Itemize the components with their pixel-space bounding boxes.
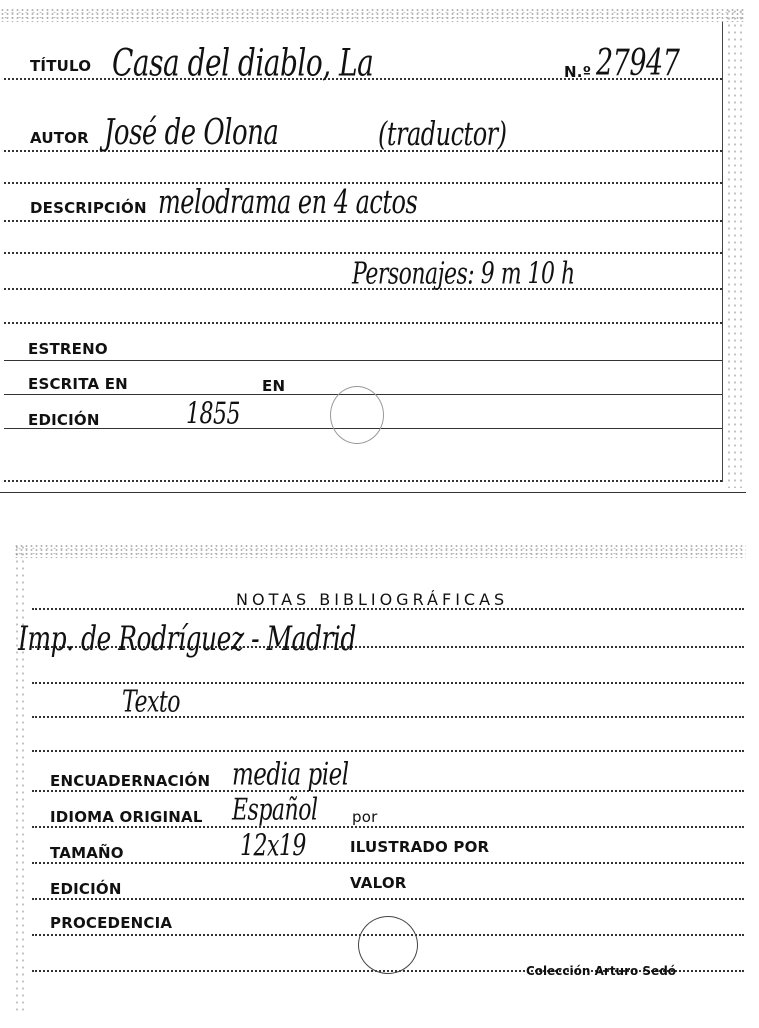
idioma-label: IDIOMA ORIGINAL <box>50 808 203 826</box>
rule-line <box>4 252 722 254</box>
numero-value: 27947 <box>596 42 680 85</box>
paper-texture-top <box>0 8 746 22</box>
edicion-value: 1855 <box>186 397 240 432</box>
paper-texture-left <box>14 544 28 1014</box>
idioma-value: Español <box>232 793 318 828</box>
descripcion-label: DESCRIPCIÓN <box>30 199 147 217</box>
tamano-label: TAMAÑO <box>50 844 124 862</box>
rule-line <box>32 826 744 828</box>
encuadernacion-label: ENCUADERNACIÓN <box>50 772 211 790</box>
catalog-card-back <box>14 544 746 1014</box>
en-label: EN <box>262 377 286 395</box>
note-line-2: Texto <box>122 685 180 720</box>
punch-hole <box>330 386 384 444</box>
ilustrado-label: ILUSTRADO POR <box>350 838 490 856</box>
collection-footer: Colección Arturo Sedó <box>526 964 677 978</box>
edicion-label: EDICIÓN <box>28 411 100 429</box>
rule-line <box>32 898 744 900</box>
rule-line <box>4 322 722 324</box>
rule-line <box>32 682 744 684</box>
paper-texture-right <box>726 8 746 488</box>
valor-label: VALOR <box>350 874 407 892</box>
notas-heading: NOTAS BIBLIOGRÁFICAS <box>236 590 509 609</box>
personajes-value: Personajes: 9 m 10 h <box>352 257 575 292</box>
numero-label: N.º <box>564 63 592 81</box>
autor-label: AUTOR <box>30 129 89 147</box>
procedencia-label: PROCEDENCIA <box>50 914 173 932</box>
punch-hole <box>358 916 418 974</box>
paper-texture-top <box>14 544 746 558</box>
rule-line <box>32 790 744 792</box>
autor-role: (traductor) <box>378 115 507 153</box>
por-label: por <box>352 808 378 826</box>
tamano-value: 12x19 <box>240 829 306 864</box>
rule-line <box>4 360 722 361</box>
titulo-value: Casa del diablo, La <box>112 40 374 85</box>
estreno-label: ESTRENO <box>28 340 108 358</box>
encuadernacion-value: media piel <box>232 757 349 793</box>
titulo-label: TÍTULO <box>30 57 92 75</box>
catalog-card-front <box>0 8 746 488</box>
card-divider <box>0 492 746 493</box>
note-line-1: Imp. de Rodríguez - Madrid <box>18 618 356 659</box>
descripcion-value: melodrama en 4 actos <box>158 183 418 221</box>
rule-line <box>4 480 722 482</box>
escrita-en-label: ESCRITA EN <box>28 375 128 393</box>
edicion-label: EDICIÓN <box>50 880 122 898</box>
rule-line <box>32 862 744 864</box>
margin-line <box>722 22 723 482</box>
autor-value: José de Olona <box>104 112 279 154</box>
rule-line <box>32 750 744 752</box>
